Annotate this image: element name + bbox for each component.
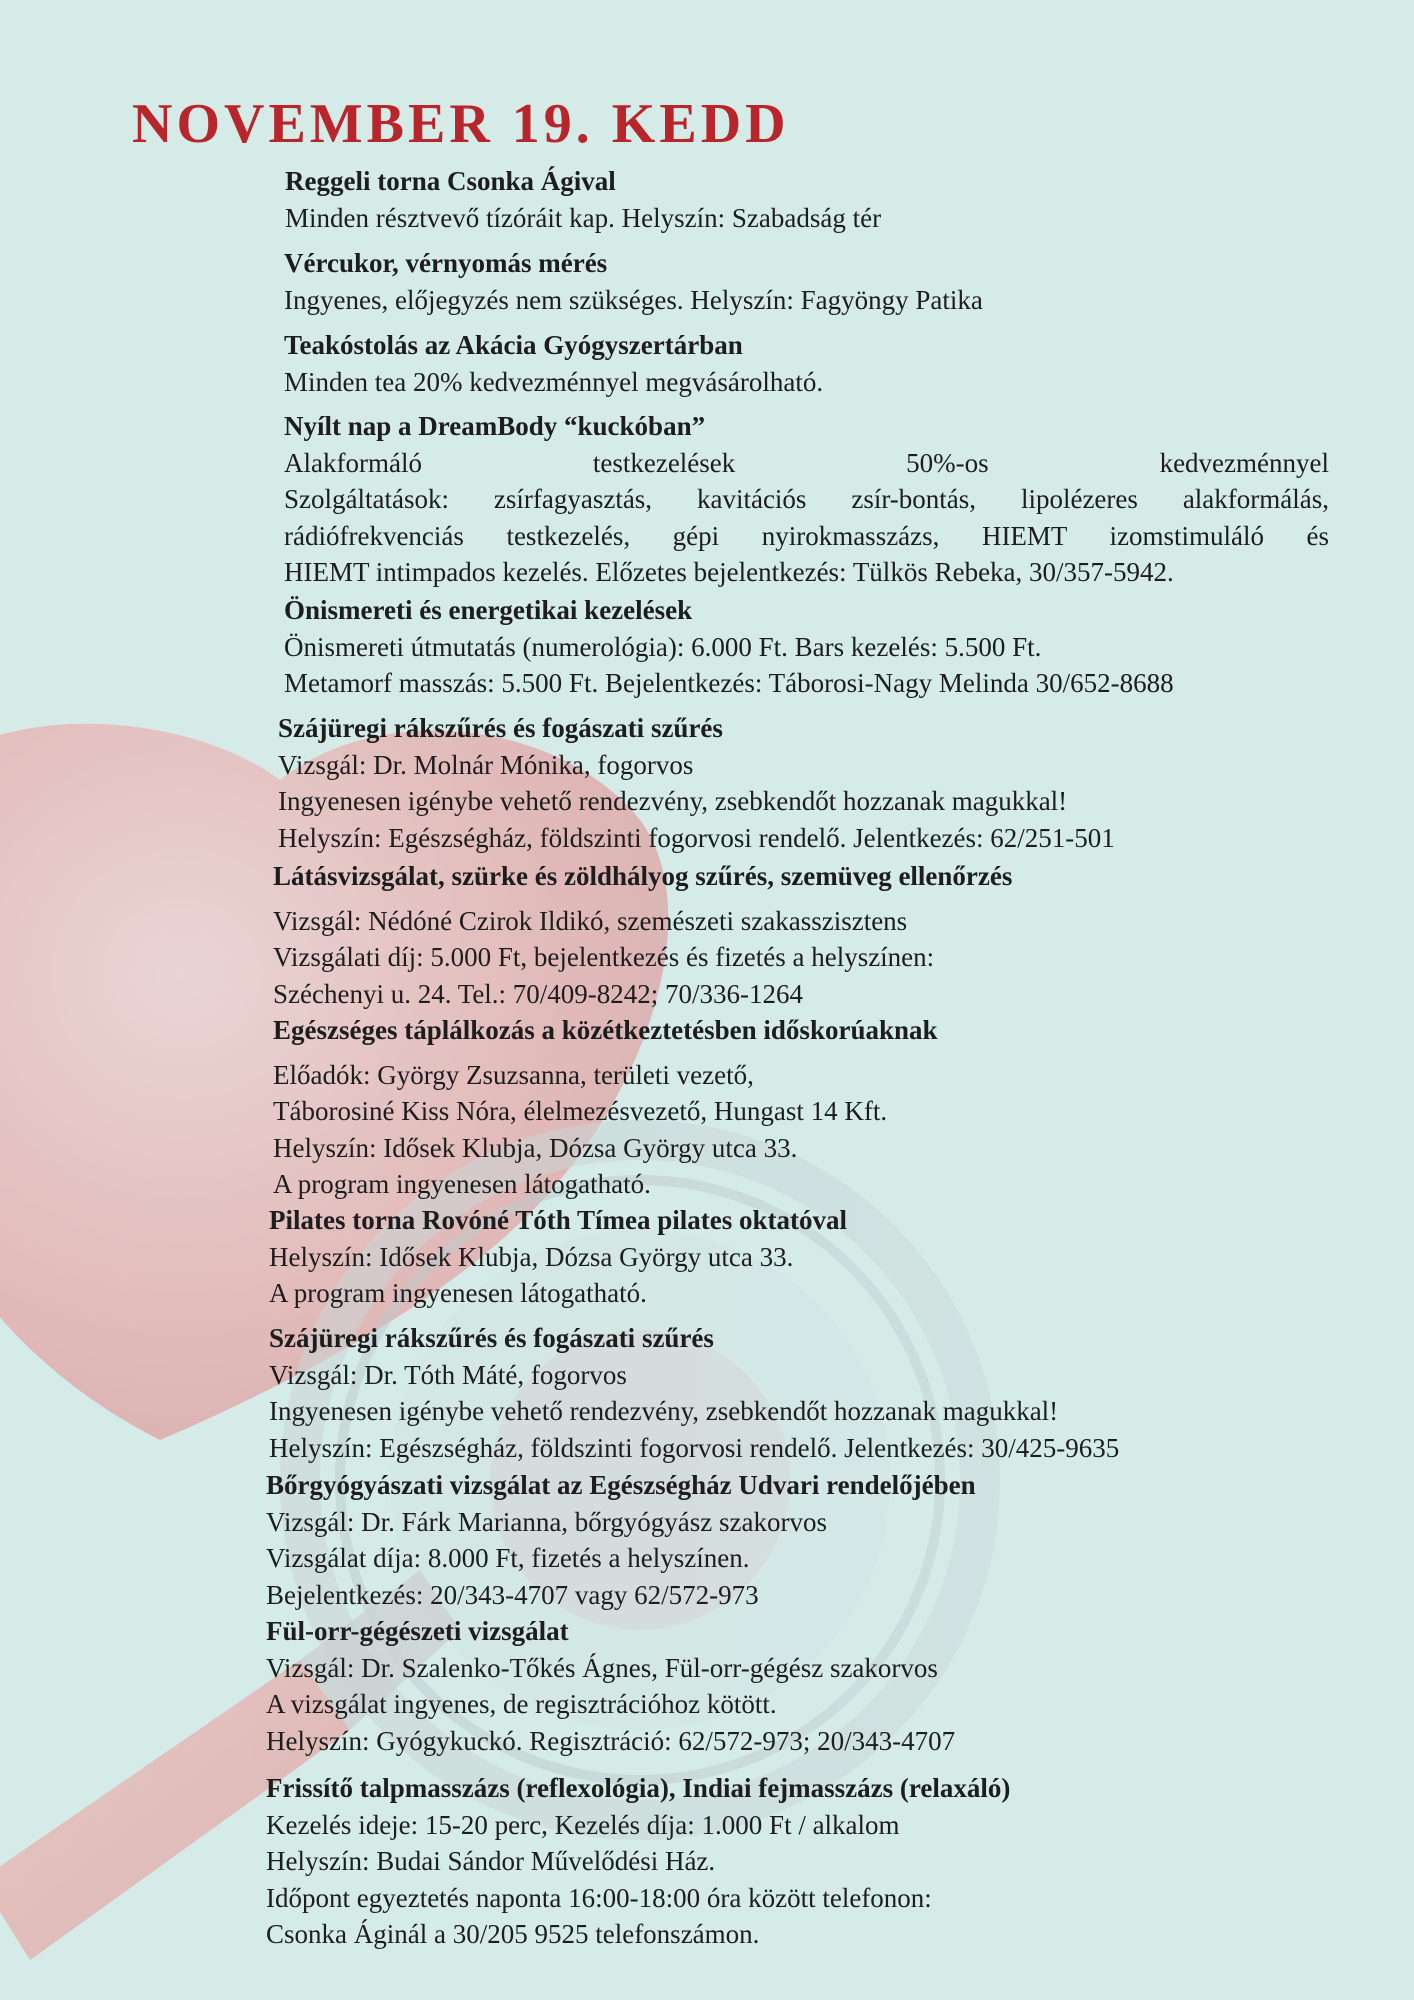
event-detail-line: Vizsgálat díja: 8.000 Ft, fizetés a helyszínen. (266, 1543, 750, 1573)
event-detail-line: Kezelés ideje: 15-20 perc, Kezelés díja: 1.000 Ft / alkalom (266, 1809, 900, 1840)
event-details (266, 1467, 976, 1613)
event-detail-line: Alakformáló testkezelések 50%-os kedvezménnyel (284, 447, 1329, 478)
event-title: Reggeli torna Csonka Ágival (285, 166, 616, 196)
event-detail-line: Minden résztvevő tízóráit kap. Helyszín: Szabadság tér (285, 202, 882, 233)
page-title: NOVEMBER 19. KEDD (132, 93, 790, 155)
event-details (273, 858, 1012, 1012)
event-title: Szájüregi rákszűrés és fogászati szűrés (278, 713, 723, 743)
event-detail-line: Helyszín: Egészségház, földszinti fogorvosi rendelő. Jelentkezés: 30/425-9635 (269, 1432, 1120, 1463)
event-details (285, 163, 881, 236)
event-details (284, 592, 1174, 702)
event-detail-line: Szolgáltatások: zsírfagyasztás, kavitációs zsír-bontás, lipolézeres alakformálás, (284, 484, 1329, 514)
event-detail-line: rádiófrekvenciás testkezelés, gépi nyirokmasszázs, HIEMT izomstimuláló és (284, 520, 1329, 551)
event-details (284, 327, 823, 400)
event-details (266, 1613, 955, 1759)
event-title: Önismereti és energetikai kezelések (284, 595, 693, 625)
event-title: Pilates torna Rovóné Tóth Tímea pilates oktatóval (269, 1205, 847, 1235)
event-detail-line: Helyszín: Budai Sándor Művelődési Ház. (266, 1846, 716, 1876)
event-detail-line: Időpont egyeztetés naponta 16:00-18:00 óra között telefonon: (266, 1882, 932, 1913)
event-details (269, 1202, 847, 1312)
event-detail-line: A program ingyenesen látogatható. (273, 1169, 651, 1199)
event-detail-line: Táborosiné Kiss Nóra, élelmezésvezető, Hungast 14 Kft. (273, 1096, 888, 1126)
event-detail-line: Ingyenesen igénybe vehető rendezvény, zsebkendőt hozzanak magukkal! (269, 1396, 1059, 1426)
event-title: Vércukor, vérnyomás mérés (284, 248, 608, 278)
event-detail-line: Metamorf masszás: 5.500 Ft. Bejelentkezés: Táborosi-Nagy Melinda 30/652-8688 (284, 668, 1174, 698)
event-detail-line: Ingyenes, előjegyzés nem szükséges. Helyszín: Fagyöngy Patika (284, 284, 983, 315)
event-detail-line: Vizsgál: Nédóné Czirok Ildikó, szemészeti szakasszisztens (273, 905, 908, 936)
event-details (269, 1320, 1119, 1466)
event-detail-line: A program ingyenesen látogatható. (269, 1278, 647, 1308)
event-detail-line: Vizsgál: Dr. Molnár Mónika, fogorvos (278, 749, 694, 780)
event-title: Látásvizsgálat, szürke és zöldhályog szűrés, szemüveg ellenőrzés (273, 861, 1013, 891)
event-detail-line: Széchenyi u. 24. Tel.: 70/409-8242; 70/336-1264 (273, 978, 804, 1009)
event-detail-line: Helyszín: Gyógykuckó. Regisztráció: 62/572-973; 20/343-4707 (266, 1725, 956, 1756)
event-details (266, 1770, 1010, 1953)
event-detail-line: Önismereti útmutatás (numerológia): 6.000 Ft. Bars kezelés: 5.500 Ft. (284, 631, 1042, 662)
event-detail-line: Helyszín: Idősek Klubja, Dózsa György utca 33. (273, 1132, 798, 1163)
event-title: Nyílt nap a DreamBody “kuckóban” (284, 411, 706, 441)
event-detail-line: HIEMT intimpados kezelés. Előzetes bejelentkezés: Tülkös Rebeka, 30/357-5942. (284, 557, 1174, 587)
event-detail-line: Bejelentkezés: 20/343-4707 vagy 62/572-973 (266, 1579, 759, 1610)
event-title: Teakóstolás az Akácia Gyógyszertárban (284, 330, 743, 360)
event-detail-line: Vizsgál: Dr. Szalenko-Tőkés Ágnes, Fül-orr-gégész szakorvos (266, 1652, 938, 1683)
event-detail-line: Minden tea 20% kedvezménnyel megvásárolható. (284, 366, 824, 397)
event-detail-line: Vizsgál: Dr. Tóth Máté, fogorvos (269, 1359, 627, 1390)
event-title: Szájüregi rákszűrés és fogászati szűrés (269, 1323, 714, 1353)
event-details (284, 408, 1329, 591)
event-details (273, 1012, 938, 1203)
event-title: Fül-orr-gégészeti vizsgálat (266, 1616, 569, 1646)
event-detail-line: Helyszín: Idősek Klubja, Dózsa György utca 33. (269, 1241, 794, 1272)
event-detail-line: A vizsgálat ingyenes, de regisztrációhoz kötött. (266, 1689, 777, 1719)
event-title: Bőrgyógyászati vizsgálat az Egészségház Udvari rendelőjében (266, 1470, 976, 1500)
event-detail-line: Csonka Áginál a 30/205 9525 telefonszámon. (266, 1919, 760, 1949)
event-detail-line: Előadók: György Zsuzsanna, területi vezető, (273, 1059, 754, 1090)
event-details (278, 710, 1115, 856)
event-details (284, 245, 983, 318)
event-detail-line: Ingyenesen igénybe vehető rendezvény, zsebkendőt hozzanak magukkal! (278, 786, 1068, 816)
event-detail-line: Helyszín: Egészségház, földszinti fogorvosi rendelő. Jelentkezés: 62/251-501 (278, 822, 1115, 853)
event-title: Egészséges táplálkozás a közétkeztetésben időskorúaknak (273, 1015, 938, 1045)
event-title: Frissítő talpmasszázs (reflexológia), Indiai fejmasszázs (relaxáló) (266, 1773, 1011, 1803)
event-detail-line: Vizsgálati díj: 5.000 Ft, bejelentkezés és fizetés a helyszínen: (273, 942, 935, 972)
event-detail-line: Vizsgál: Dr. Fárk Marianna, bőrgyógyász szakorvos (266, 1506, 828, 1537)
